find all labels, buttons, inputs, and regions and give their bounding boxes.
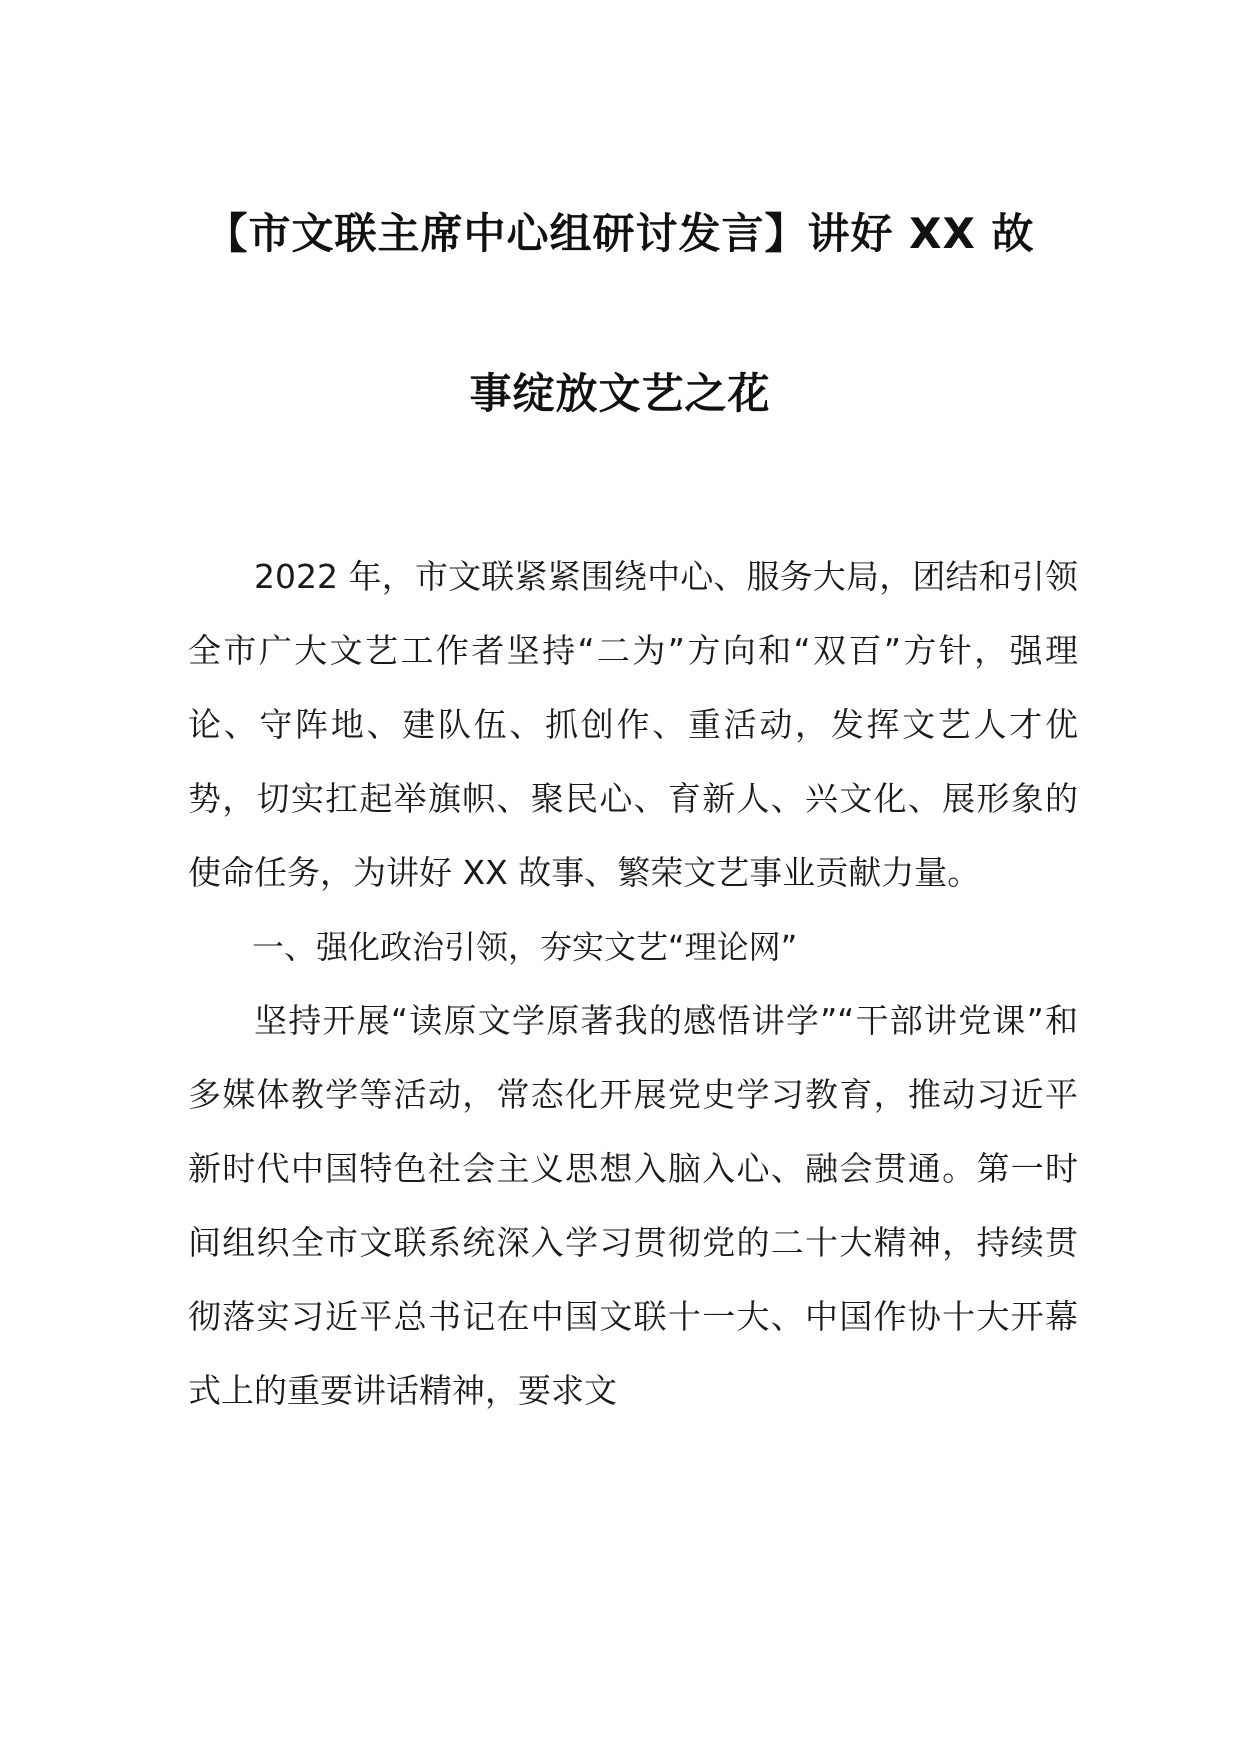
- section-heading-1: 一、强化政治引领，夯实文艺“理论网”: [252, 928, 798, 966]
- paragraph-intro: 2022 年，市文联紧紧围绕中心、服务大局，团结和引领全市广大文艺工作者坚持“二为”方向和“双百”方针，强理论、守阵地、建队伍、抓创作、重活动，发挥文艺人才优势，切实扛起举旗帜、聚民心、育新人、兴文化、展形象的使命任务，为讲好 XX 故事、繁荣文艺事业贡献力量。: [188, 557, 1078, 892]
- paragraph-section-1: 坚持开展“读原文学原著我的感悟讲学”“干部讲党课”和多媒体教学等活动，常态化开展党史学习教育，推动习近平新时代中国特色社会主义思想入脑入心、融会贯通。第一时间组织全市文联系统深入学习贯彻党的二十大精神，持续贯彻落实习近平总书记在中国文联十一大、中国作协十大开幕式上的重要讲话精神，要求文: [188, 1001, 1078, 1410]
- document-body: [188, 540, 1078, 1428]
- document-title-line-2: 事绽放文艺之花: [469, 369, 771, 418]
- document-title-line-1: 【市文联主席中心组研讨发言】讲好 XX 故: [205, 209, 1035, 258]
